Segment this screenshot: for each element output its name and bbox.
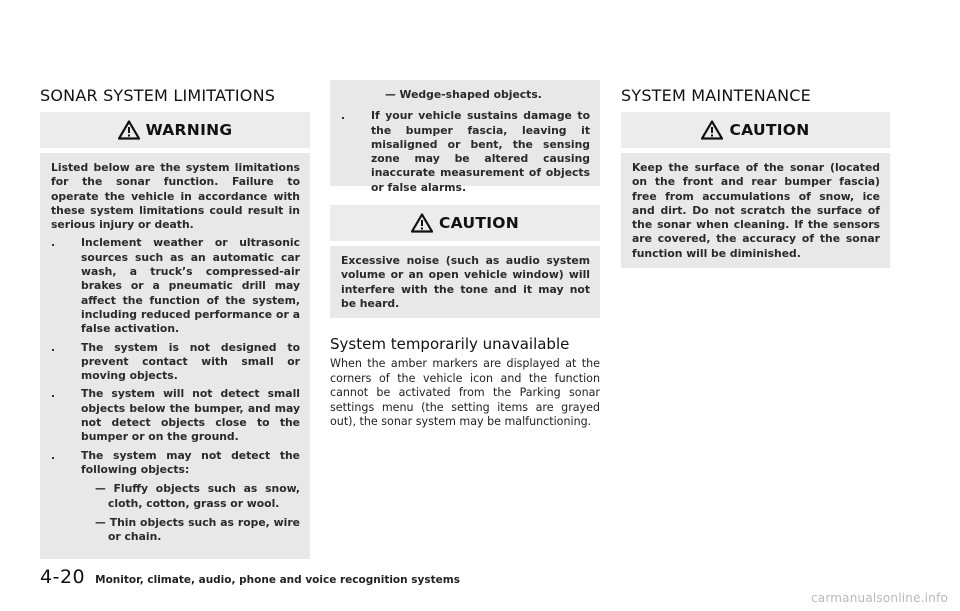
warning-bullet: [51, 387, 300, 444]
bullet-text: The system will not detect small objects below the bumper, and may not detect objects close to the bumper or on the ground.: [81, 387, 300, 444]
caution-body: [330, 241, 600, 318]
body-paragraph: When the amber markers are displayed at the corners of the vehicle icon and the function cannot be activated from the Parking sonar settings menu (the setting items are grayed out), the sonar system may be malfunctioning.: [330, 357, 600, 428]
caution-heading: CAUTION: [438, 214, 520, 232]
chapter-title: Monitor, climate, audio, phone and voice recognition systems: [95, 574, 460, 586]
caution-header: [330, 205, 600, 241]
warning-bullet: [341, 109, 590, 195]
caution-box: [330, 205, 600, 318]
warning-header: [40, 112, 310, 148]
watermark: carmanualsonline.info: [811, 591, 948, 605]
warning-body-continued: [330, 80, 600, 194]
caution-box: [621, 112, 890, 268]
warning-body: [40, 148, 310, 559]
caution-header: [621, 112, 890, 148]
warning-subitem: — Thin objects such as rope, wire or chain.: [95, 515, 300, 544]
warning-bullet: [51, 236, 300, 336]
section-title-maintenance: SYSTEM MAINTENANCE: [621, 86, 811, 105]
warning-box-continued: [330, 80, 600, 194]
page-number: 4-20: [40, 566, 86, 588]
caution-text: Excessive noise (such as audio system volume or an open vehicle window) will interfere with the tone and it may not be heard.: [341, 254, 590, 310]
caution-text: Keep the surface of the sonar (located on the front and rear bumper fascia) free from accumulations of snow, ice and dirt. Do not scratch the surface of the sonar when cleaning. If the sensors are covered, the accuracy of the sonar function will be diminished.: [632, 161, 880, 260]
caution-heading: CAUTION: [729, 121, 810, 139]
warning-bullet: [51, 341, 300, 384]
bullet-glyph: .: [341, 109, 346, 123]
warning-box: [40, 112, 310, 559]
subsection-title: System temporarily unavailable: [330, 335, 570, 353]
bullet-text: The system is not designed to prevent contact with small or moving objects.: [81, 340, 300, 383]
bullet-text: If your vehicle sustains damage to the bumper fascia, leaving it misaligned or bent, the sensing zone may be altered causing inaccurate measurement of objects or false alarms.: [371, 109, 590, 194]
warning-intro: Listed below are the system limitations for the sonar function. Failure to operate the vehicle in accordance with these system limitations could result in serious injury or death.: [51, 161, 300, 232]
page-footer: [40, 566, 460, 588]
bullet-text: The system may not detect the following objects:: [81, 448, 300, 476]
bullet-glyph: .: [51, 448, 56, 462]
warning-triangle-icon: [118, 120, 140, 140]
warning-subitem: — Wedge-shaped objects.: [385, 88, 542, 101]
section-title-sonar-limitations: SONAR SYSTEM LIMITATIONS: [40, 86, 276, 105]
warning-subitem: — Fluffy objects such as snow, cloth, cotton, grass or wool.: [95, 482, 300, 510]
caution-body: [621, 148, 890, 268]
bullet-glyph: .: [51, 340, 56, 354]
warning-triangle-icon: [701, 120, 723, 140]
bullet-glyph: .: [51, 236, 56, 250]
warning-bullet: [51, 449, 300, 478]
bullet-glyph: .: [51, 387, 56, 401]
bullet-text: Inclement weather or ultrasonic sources such as an automatic car wash, a truck’s compressed-air brakes or a pneumatic drill may affect the function of the system, including reduced performance or a false activation.: [81, 236, 300, 336]
warning-triangle-icon: [411, 213, 433, 233]
warning-heading: WARNING: [145, 121, 233, 139]
